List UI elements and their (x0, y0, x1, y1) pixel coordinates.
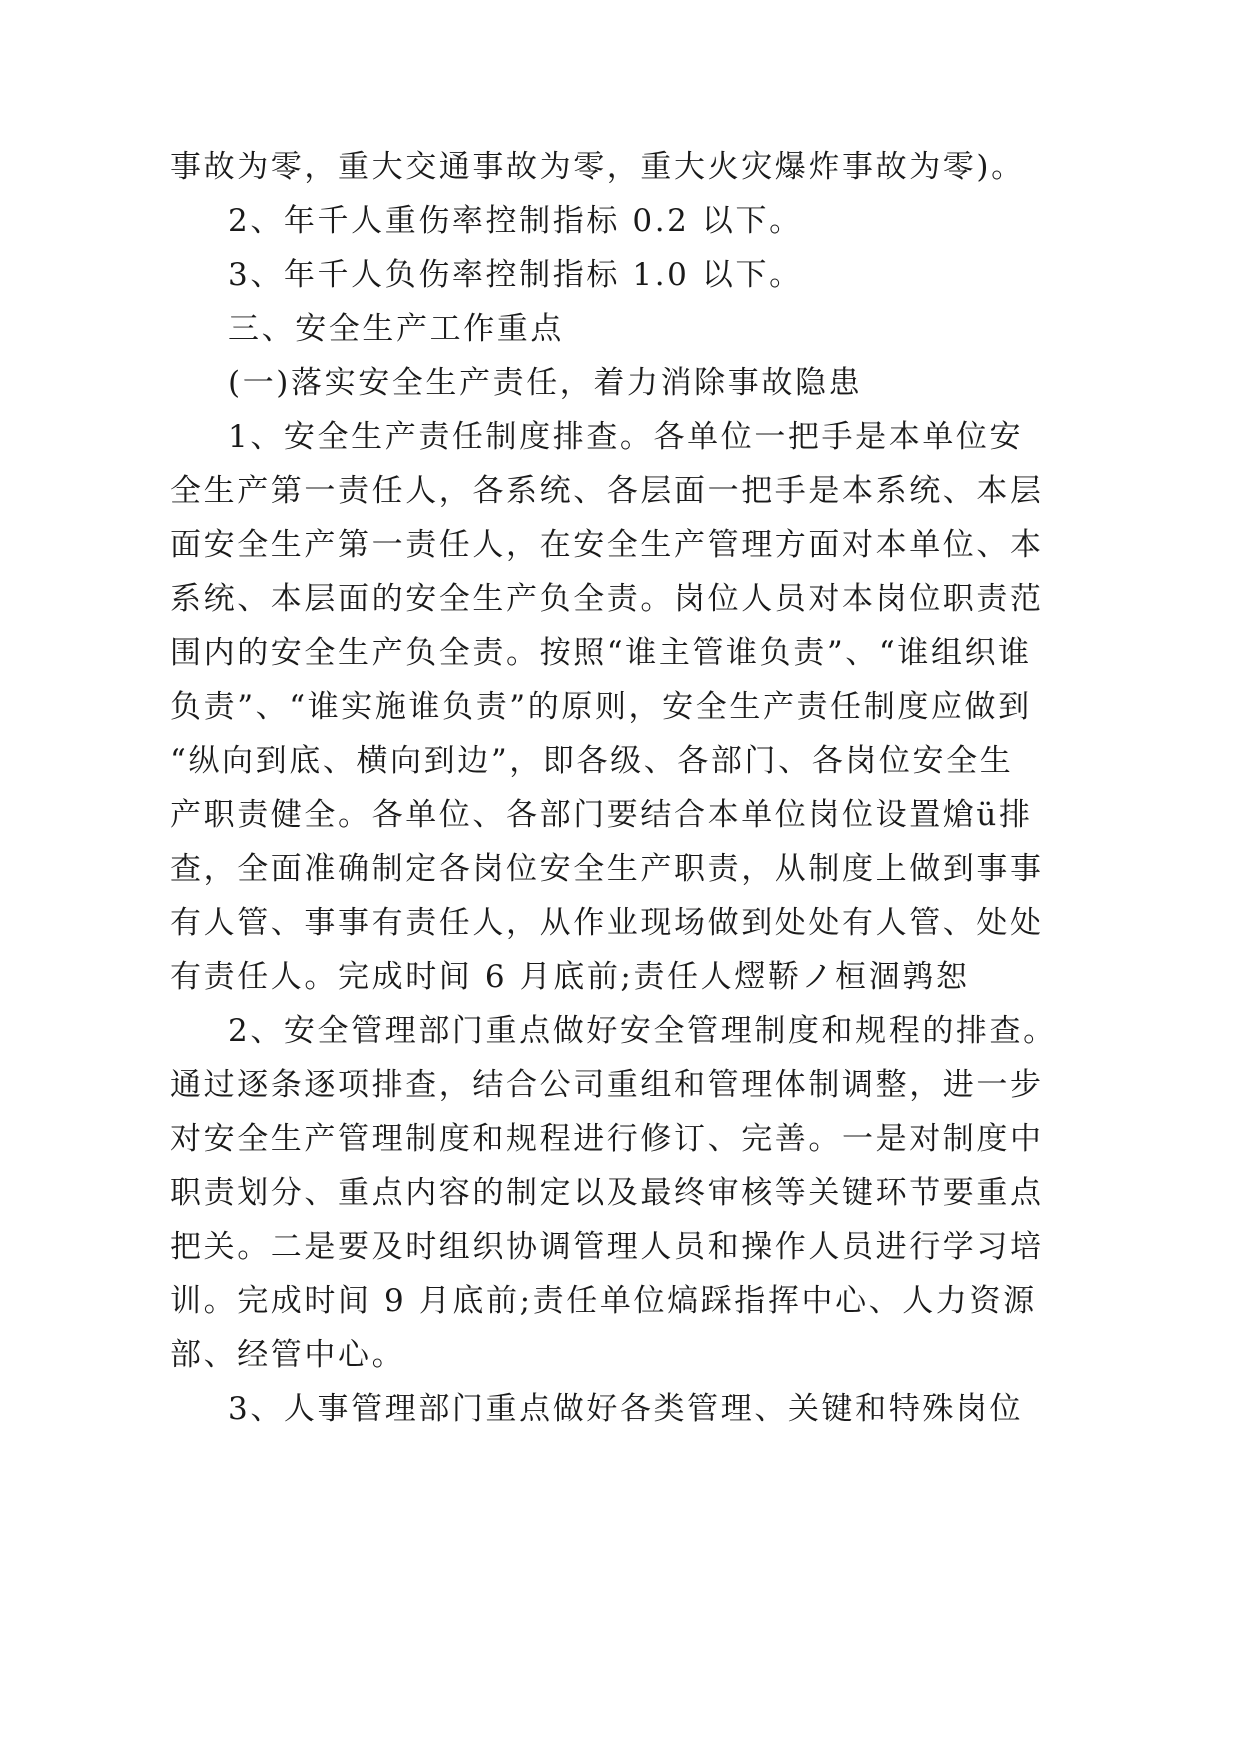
subsection-heading: (一)落实安全生产责任，着力消除事故隐患 (228, 365, 863, 401)
text-line-12: “纵向到底、横向到边”，即各级、各部门、各岗位安全生 (170, 743, 1014, 779)
text-line-16: 有责任人。完成时间 6 月底前;责任人熤鞒ノ桓涸鹑恕 (170, 959, 970, 995)
text-line-21: 把关。二是要及时组织协调管理人员和操作人员进行学习培 (170, 1229, 1044, 1265)
text-line-22: 训。完成时间 9 月底前;责任单位熇踩指挥中心、人力资源 (170, 1283, 1037, 1319)
text-line-24: 3、人事管理部门重点做好各类管理、关键和特殊岗位 (228, 1391, 1024, 1427)
text-line-2: 2、年千人重伤率控制指标 0.2 以下。 (228, 203, 803, 239)
text-line-3: 3、年千人负伤率控制指标 1.0 以下。 (228, 257, 803, 293)
text-line-23: 部、经管中心。 (170, 1337, 406, 1373)
text-line-1: 事故为零，重大交通事故为零，重大火灾爆炸事故为零)。 (170, 149, 1025, 185)
text-line-15: 有人管、事事有责任人，从作业现场做到处处有人管、处处 (170, 905, 1044, 941)
text-line-11: 负责”、“谁实施谁负责”的原则，安全生产责任制度应做到 (170, 689, 1032, 725)
text-line-8: 面安全生产第一责任人，在安全生产管理方面对本单位、本 (170, 527, 1044, 563)
text-line-19: 对安全生产管理制度和规程进行修订、完善。一是对制度中 (170, 1121, 1044, 1157)
text-line-14: 查，全面准确制定各岗位安全生产职责，从制度上做到事事 (170, 851, 1044, 887)
text-line-10: 围内的安全生产负全责。按照“谁主管谁负责”、“谁组织谁 (170, 635, 1032, 671)
text-line-9: 系统、本层面的安全生产负全责。岗位人员对本岗位职责范 (170, 581, 1044, 617)
text-line-20: 职责划分、重点内容的制定以及最终审核等关键环节要重点 (170, 1175, 1044, 1211)
text-line-6: 1、安全生产责任制度排查。各单位一把手是本单位安 (228, 419, 1024, 455)
text-line-18: 通过逐条逐项排查，结合公司重组和管理体制调整，进一步 (170, 1067, 1044, 1103)
text-line-13: 产职责健全。各单位、各部门要结合本单位岗位设置熗ü排 (170, 797, 1033, 833)
text-line-17: 2、安全管理部门重点做好安全管理制度和规程的排查。 (228, 1013, 1057, 1049)
section-heading: 三、安全生产工作重点 (228, 311, 564, 347)
text-line-7: 全生产第一责任人，各系统、各层面一把手是本系统、本层 (170, 473, 1044, 509)
